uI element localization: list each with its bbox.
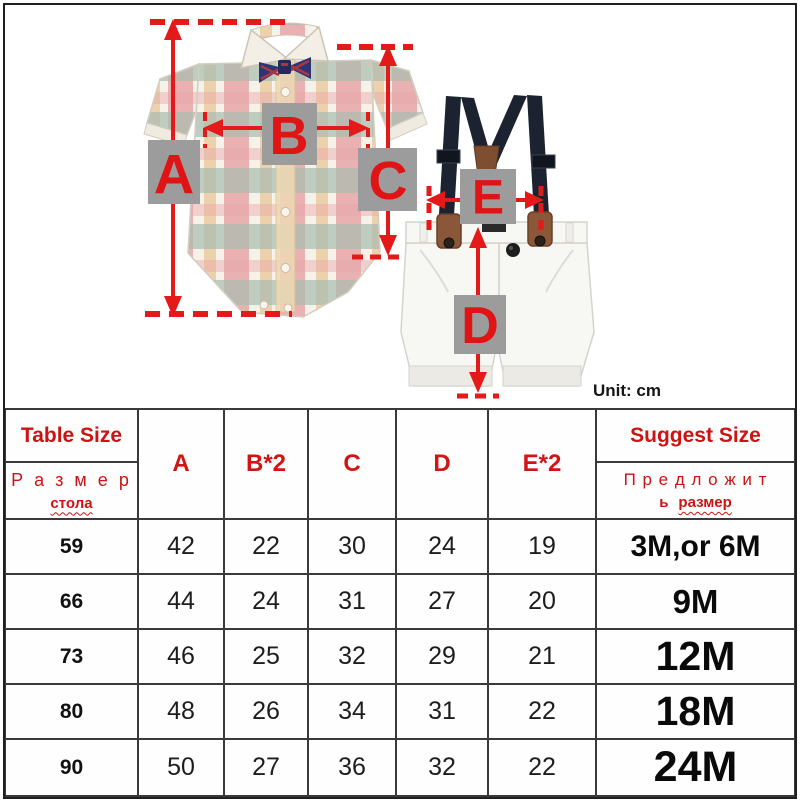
cell-size: 90 [6, 740, 139, 795]
cell-c: 36 [309, 740, 397, 795]
unit-label: Unit: cm [593, 381, 661, 400]
label-d: D [461, 297, 499, 355]
cell-size: 59 [6, 520, 139, 575]
cell-suggest: 18M [597, 685, 794, 740]
suspender-buckle-left [437, 150, 460, 163]
snap-button [284, 304, 292, 312]
cell-suggest: 3M,or 6M [597, 520, 794, 575]
tab-button-right [535, 236, 545, 246]
belt-loop [420, 223, 427, 242]
header-suggest-en [597, 410, 794, 463]
table-size-ru-line1: Р а з м е р [11, 469, 132, 490]
cell-suggest: 24M [597, 740, 794, 795]
cell-size: 73 [6, 630, 139, 685]
suspender-left-strap [438, 96, 461, 233]
label-b: B [269, 106, 309, 166]
shirt-button [281, 264, 290, 273]
cell-d: 32 [397, 740, 489, 795]
header-col-b2: B*2 [225, 410, 309, 520]
cell-d: 29 [397, 630, 489, 685]
header-table-size [6, 410, 139, 520]
belt-loop [566, 223, 573, 242]
shirt-placket [276, 60, 295, 312]
label-c: C [368, 151, 408, 211]
header-suggest-ru [597, 463, 794, 518]
cell-e: 21 [489, 630, 597, 685]
shorts-button [506, 243, 520, 257]
cell-e: 19 [489, 520, 597, 575]
cell-e: 22 [489, 740, 597, 795]
cell-c: 34 [309, 685, 397, 740]
table-size-ru-line2: стола [50, 494, 93, 512]
suggest-ru-line1: П р е д л о ж и т [623, 470, 768, 489]
snap-button [260, 301, 268, 309]
cell-b: 22 [225, 520, 309, 575]
cell-c: 30 [309, 520, 397, 575]
suggest-size-label: Suggest Size [630, 423, 761, 447]
suspender-buckle-right [532, 155, 555, 168]
header-col-a: A [139, 410, 225, 520]
table-size-label: Table Size [20, 423, 123, 447]
cell-b: 27 [225, 740, 309, 795]
label-a: A [153, 142, 195, 206]
header-table-size-ru [6, 463, 137, 518]
cell-suggest: 9M [597, 575, 794, 630]
cell-size: 66 [6, 575, 139, 630]
suggest-ru-word: размер [678, 494, 732, 511]
cell-e: 22 [489, 685, 597, 740]
shorts-button-highlight [509, 246, 513, 250]
cell-a: 44 [139, 575, 225, 630]
cell-e: 20 [489, 575, 597, 630]
header-table-size-en [6, 410, 137, 463]
header-col-e2: E*2 [489, 410, 597, 520]
cell-d: 31 [397, 685, 489, 740]
cell-a: 48 [139, 685, 225, 740]
suggest-ru-soft-sign: ь [659, 494, 669, 511]
cell-c: 31 [309, 575, 397, 630]
header-col-d: D [397, 410, 489, 520]
cell-a: 42 [139, 520, 225, 575]
cell-a: 50 [139, 740, 225, 795]
cell-d: 27 [397, 575, 489, 630]
shirt-button [281, 208, 290, 217]
shorts-right-cuff [503, 366, 581, 386]
suggest-ru-line2 [659, 494, 732, 511]
cell-b: 24 [225, 575, 309, 630]
cell-suggest: 12M [597, 630, 794, 685]
label-e: E [471, 171, 505, 225]
cell-b: 26 [225, 685, 309, 740]
cell-a: 46 [139, 630, 225, 685]
arrowhead [379, 235, 397, 256]
header-suggest-size [597, 410, 794, 520]
cell-b: 25 [225, 630, 309, 685]
tab-button-left [444, 238, 454, 248]
cell-d: 24 [397, 520, 489, 575]
cell-size: 80 [6, 685, 139, 740]
shirt-button [281, 88, 290, 97]
size-table [4, 408, 796, 797]
cell-c: 32 [309, 630, 397, 685]
header-col-c: C [309, 410, 397, 520]
measurement-diagram [4, 4, 796, 408]
